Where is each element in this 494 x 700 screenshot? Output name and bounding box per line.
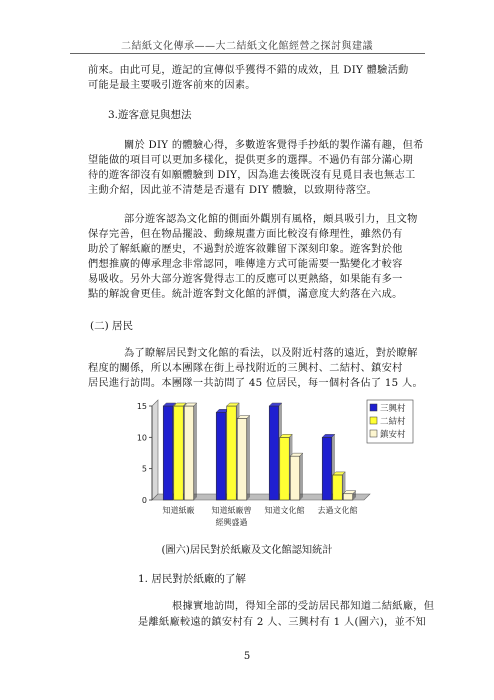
bar — [290, 456, 300, 500]
legend-swatch — [370, 404, 377, 411]
x-tick-label: 知道紙廠曾 — [211, 506, 252, 515]
text-line: 望能做的項目可以更加多樣化，提供更多的選擇。不過仍有部分滿心期 — [88, 155, 414, 166]
bar — [174, 406, 184, 500]
subsection-heading: 1. 居民對於紙廠的了解 — [138, 573, 246, 585]
bar — [269, 406, 279, 500]
x-tick-label: 知道文化館 — [264, 506, 305, 515]
text-line: 部分遊客認為文化館的側面外觀別有風格，頗具吸引力，且文物 — [124, 214, 418, 225]
legend-label: 鎮安村 — [380, 430, 406, 440]
page-header: 二結紙文化傳承——大二結紙文化館經營之探討與建議 — [121, 41, 373, 52]
x-tick-label: 知道紙廠 — [162, 506, 195, 515]
text-line: 居民進行訪問。本團隊一共訪問了 45 位居民，每一個村各佔了 15 人。 — [88, 378, 423, 389]
text-line: 點的解說會更佳。統計遊客對文化館的評價，滿意度大約落在六成。 — [88, 289, 403, 300]
legend-swatch — [370, 430, 377, 437]
bar-side — [300, 453, 303, 500]
text-line: 程度的關係，所以本團隊在街上尋找附近的三興村、二結村、鎮安村 — [88, 363, 403, 374]
residents-heading: (二) 居民 — [90, 320, 134, 332]
y-tick-label: 5 — [141, 464, 147, 474]
bar — [280, 437, 290, 500]
text-line: 關於 DIY 的體驗心得，多數遊客覺得手抄紙的製作滿有趣，但希 — [124, 140, 424, 151]
text-line: 助於了解紙廠的歷史，不過對於遊客敘難留下深刻印象。遊客對於他 — [88, 244, 403, 255]
text-line: 前來。由此可見，遊記的宣傳似乎獲得不錯的成效，且 DIY 體驗活動 — [88, 65, 409, 76]
text-line: 主動介紹，因此並不清楚是否還有 DIY 體驗，以致期待落空。 — [88, 185, 378, 196]
bar — [163, 406, 173, 500]
bar — [237, 419, 247, 500]
bar — [227, 406, 237, 500]
page-number: 5 — [243, 651, 251, 662]
text-line: 待的遊客卻沒有如願體驗到 DIY，因為進去後既沒有見覓目表也無志工 — [88, 170, 416, 181]
text-line: 是離紙廠較遠的鎮安村有 2 人、三興村有 1 人(圖六)，並不知 — [138, 617, 426, 628]
text-line: 根據實地訪問，得知全部的受訪居民都知道二結紙廠，但 — [172, 601, 435, 612]
bar-chart — [130, 398, 415, 538]
bar-side — [194, 403, 197, 500]
figure-caption: (圖六)居民對於紙廠及文化館認知統計 — [161, 545, 333, 556]
text-line: 易吸收。另外大部分遊客覺得志工的反應可以更熱絡，如果能有多一 — [88, 274, 403, 285]
bar — [343, 494, 353, 500]
x-tick-label: 經興盛過 — [215, 518, 248, 527]
legend-swatch — [370, 417, 377, 424]
text-line: 可能是最主要吸引遊客前來的因素。 — [88, 80, 256, 91]
header-rule — [70, 53, 425, 54]
bar-side — [247, 416, 250, 500]
y-tick-label: 10 — [136, 433, 147, 443]
legend-label: 二結村 — [380, 417, 406, 427]
section-heading: 3.遊客意見與想法 — [108, 109, 192, 121]
text-line: 為了瞭解居民對文化館的看法，以及附近村落的遠近，對於瞭解 — [124, 348, 418, 359]
y-tick-label: 0 — [141, 496, 147, 505]
bar — [322, 437, 332, 500]
bar — [216, 412, 226, 500]
x-tick-label: 去過文化館 — [317, 506, 358, 515]
bar — [333, 475, 343, 500]
bar — [184, 406, 194, 500]
text-line: 們想推廣的傳承理念非常認同，唯傳達方式可能需要一點變化才較容 — [88, 259, 403, 270]
text-line: 保存完善，但在物品擺設、動線規畫方面比較沒有條理性，雖然仍有 — [88, 229, 403, 240]
y-tick-label: 15 — [136, 402, 147, 411]
legend-label: 三興村 — [380, 404, 406, 414]
chart-side-wall — [152, 400, 158, 500]
